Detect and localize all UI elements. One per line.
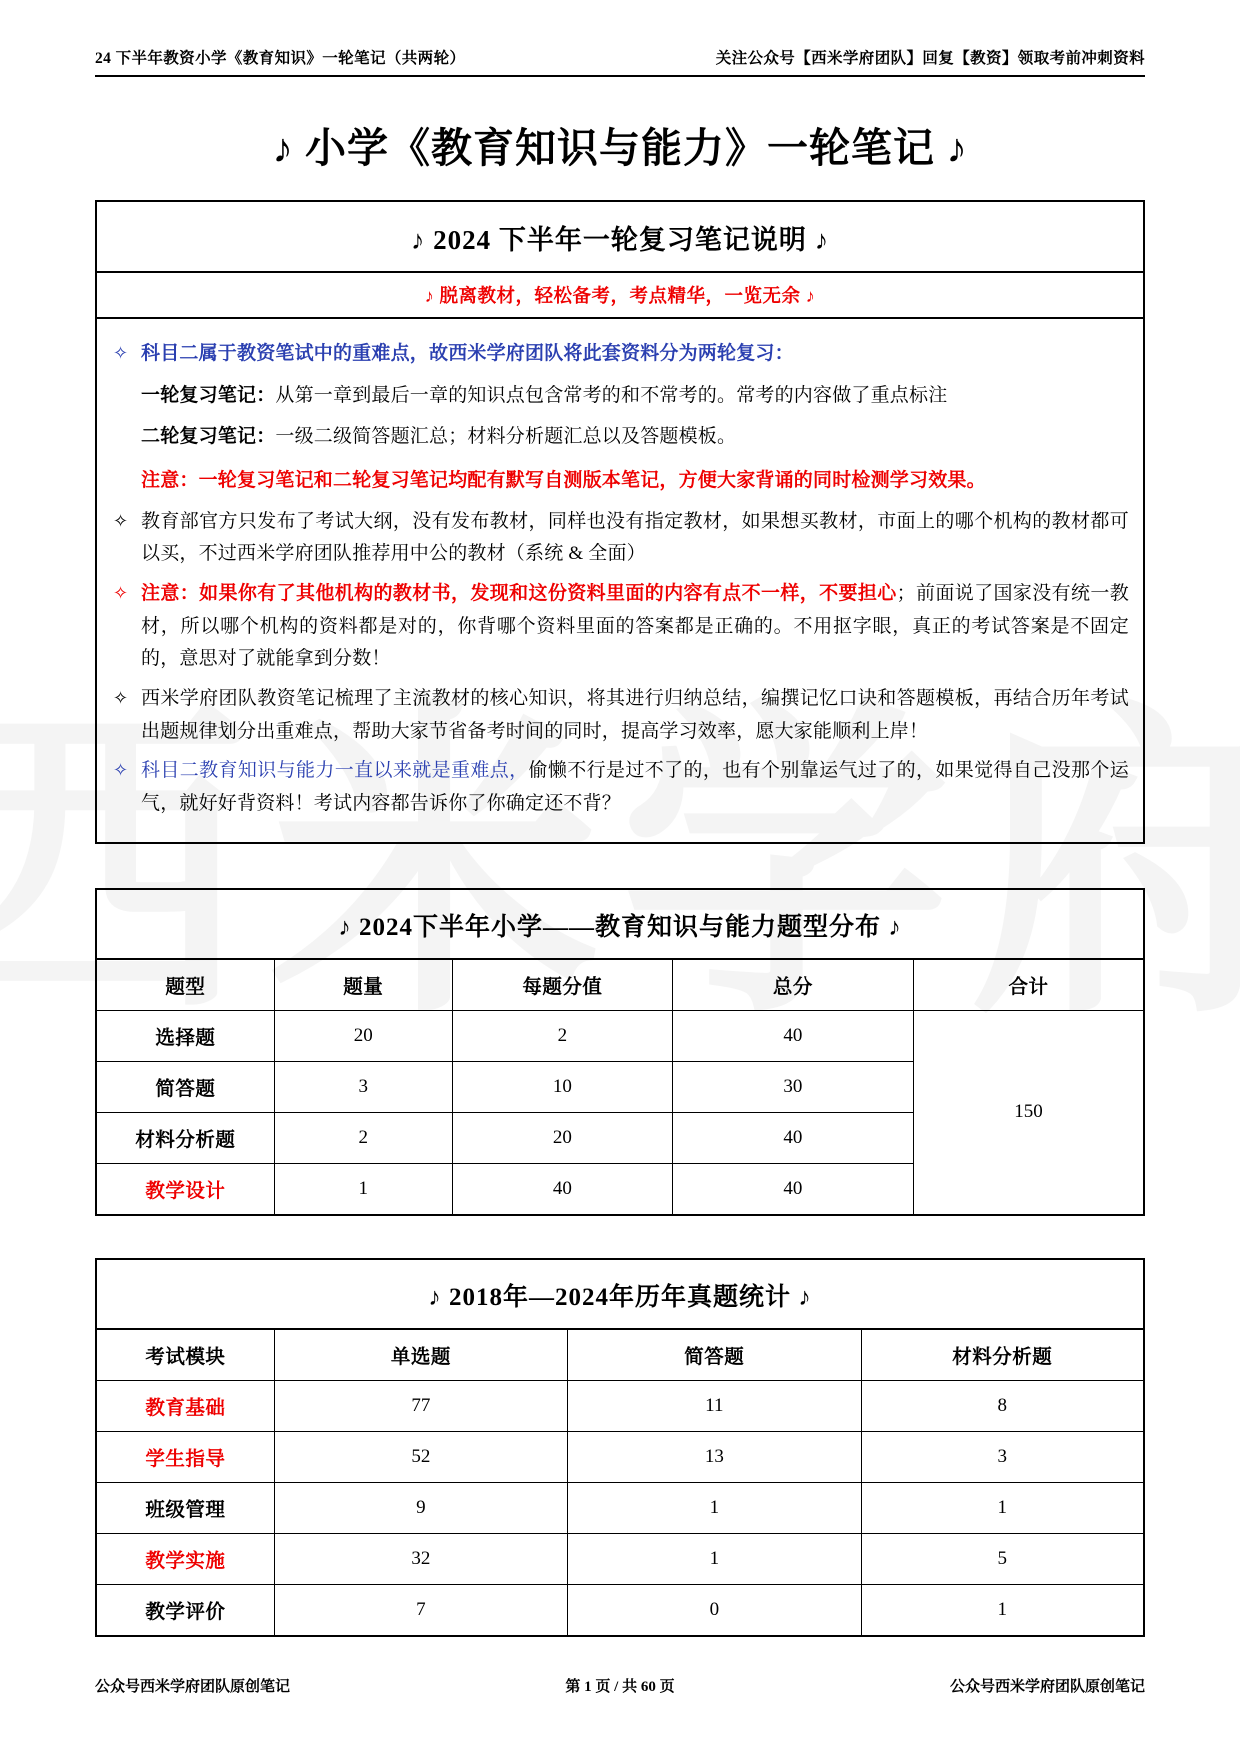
first-round-text: 从第一章到最后一章的知识点包含常考的和不常考的。常考的内容做了重点标注 bbox=[275, 384, 948, 406]
table2-cell-material: 1 bbox=[861, 1482, 1144, 1533]
footer-left: 公众号西米学府团队原创笔记 bbox=[95, 1679, 291, 1695]
bullet-3-text bbox=[141, 578, 1129, 676]
table1-col-header: 总分 bbox=[672, 959, 913, 1011]
table-row bbox=[96, 1482, 1144, 1533]
panel-body bbox=[97, 319, 1143, 842]
bullet-3-highlight: 注意：如果你有了其他机构的教材书，发现和这份资料里面的内容有点不一样，不要担心 bbox=[141, 583, 897, 605]
table2-row-label: 教学评价 bbox=[96, 1584, 274, 1636]
bullet-item-5 bbox=[111, 755, 1129, 820]
table1-cell-per: 20 bbox=[452, 1112, 672, 1163]
table-row bbox=[96, 1380, 1144, 1431]
table1-row-label: 教学设计 bbox=[96, 1163, 274, 1215]
first-round-label: 一轮复习笔记： bbox=[141, 384, 276, 406]
table2-caption: ♪ 2018年—2024年历年真题统计 ♪ bbox=[95, 1258, 1145, 1328]
table2-cell-material: 1 bbox=[861, 1584, 1144, 1636]
diamond-bullet-icon: ✧ bbox=[113, 583, 129, 604]
table2-cell-short: 11 bbox=[568, 1380, 861, 1431]
table1-cell-sum: 40 bbox=[672, 1112, 913, 1163]
running-header bbox=[95, 0, 1145, 77]
table1-col-header: 合计 bbox=[913, 959, 1144, 1011]
page-title: ♪ 小学《教育知识与能力》一轮笔记 ♪ bbox=[272, 125, 968, 171]
table2-cell-short: 0 bbox=[568, 1584, 861, 1636]
second-round-text: 一级二级简答题汇总；材料分析题汇总以及答题模板。 bbox=[275, 426, 737, 448]
attention-note-1: 注意：一轮复习笔记和二轮复习笔记均配有默写自测版本笔记，方便大家背诵的同时检测学习效果。 bbox=[141, 470, 986, 492]
bullet-2-text: 教育部官方只发布了考试大纲，没有发布教材，同样也没有指定教材，如果想买教材，市面上的哪个机构的教材都可以买，不过西米学府团队推荐用中公的教材（系统 & 全面） bbox=[141, 510, 1129, 565]
table1-cell-count: 2 bbox=[274, 1112, 452, 1163]
table1-cell-per: 10 bbox=[452, 1061, 672, 1112]
diamond-bullet-icon: ✧ bbox=[113, 688, 129, 709]
table2-header-row bbox=[96, 1329, 1144, 1381]
table2-cell-single: 7 bbox=[274, 1584, 567, 1636]
table2-cell-short: 13 bbox=[568, 1431, 861, 1482]
bullet-5-rest: 偷懒不行是过不了的，也有个别靠运气过了的，如果觉得自己没那个运气，就好好背资料！考试内容都告诉你了你确定还不背？ bbox=[141, 760, 1129, 815]
table2-row-label: 教学实施 bbox=[96, 1533, 274, 1584]
panel-title: ♪ 2024 下半年一轮复习笔记说明 ♪ bbox=[97, 202, 1143, 273]
table2-col-header: 简答题 bbox=[568, 1329, 861, 1381]
bullet-item-3 bbox=[111, 578, 1129, 676]
bullet-3-rest: ；前面说了国家没有统一教材，所以哪个机构的资料都是对的，你背哪个资料里面的答案都是正确的。不用抠字眼，真正的考试答案是不固定的，意思对了就能拿到分数！ bbox=[141, 583, 1129, 670]
notes-description-panel bbox=[95, 200, 1145, 844]
second-round-label: 二轮复习笔记： bbox=[141, 426, 276, 448]
table1-row-label: 简答题 bbox=[96, 1061, 274, 1112]
footer-right: 公众号西米学府团队原创笔记 bbox=[949, 1679, 1145, 1695]
diamond-bullet-icon: ✧ bbox=[113, 510, 129, 531]
bullet-item-2 bbox=[111, 506, 1129, 571]
table1-cell-per: 40 bbox=[452, 1163, 672, 1215]
table2-cell-single: 77 bbox=[274, 1380, 567, 1431]
bullet-5-highlight: 科目二教育知识与能力一直以来就是重难点， bbox=[141, 760, 529, 782]
bullet-item-4 bbox=[111, 683, 1129, 748]
second-round-line bbox=[141, 421, 1129, 454]
table2-cell-material: 8 bbox=[861, 1380, 1144, 1431]
table2-cell-material: 3 bbox=[861, 1431, 1144, 1482]
running-header-left: 24 下半年教资小学《教育知识》一轮笔记（共两轮） bbox=[95, 50, 466, 67]
bullet-4-text: 西米学府团队教资笔记梳理了主流教材的核心知识，将其进行归纳总结，编撰记忆口诀和答题模板，再结合历年考试出题规律划分出重难点，帮助大家节省备考时间的同时，提高学习效率，愿大家能顺利上岸！ bbox=[141, 688, 1129, 742]
table2-col-header: 考试模块 bbox=[96, 1329, 274, 1381]
table2-row-label: 学生指导 bbox=[96, 1431, 274, 1482]
question-type-distribution-table bbox=[95, 888, 1145, 1216]
table2-col-header: 材料分析题 bbox=[861, 1329, 1144, 1381]
table1-row-label: 选择题 bbox=[96, 1010, 274, 1061]
table1-caption: ♪ 2024下半年小学——教育知识与能力题型分布 ♪ bbox=[95, 888, 1145, 958]
table1-cell-count: 20 bbox=[274, 1010, 452, 1061]
bullet-5-text bbox=[141, 755, 1129, 820]
table2-cell-single: 32 bbox=[274, 1533, 567, 1584]
table-row bbox=[96, 1010, 1144, 1061]
table1-cell-count: 1 bbox=[274, 1163, 452, 1215]
table2-row-label: 教育基础 bbox=[96, 1380, 274, 1431]
panel-subtitle: ♪ 脱离教材，轻松备考，考点精华，一览无余 ♪ bbox=[97, 273, 1143, 319]
table1-cell-per: 2 bbox=[452, 1010, 672, 1061]
table2-row-label: 班级管理 bbox=[96, 1482, 274, 1533]
running-header-right: 关注公众号【西米学府团队】回复【教资】领取考前冲刺资料 bbox=[715, 50, 1145, 67]
table2-cell-single: 9 bbox=[274, 1482, 567, 1533]
bullet-item-1 bbox=[111, 338, 1129, 371]
table1-cell-count: 3 bbox=[274, 1061, 452, 1112]
table1-grand-total: 150 bbox=[913, 1010, 1144, 1215]
bullet-1-text: 科目二属于教资笔试中的重难点，故西米学府团队将此套资料分为两轮复习： bbox=[141, 343, 794, 364]
diamond-bullet-icon: ✧ bbox=[113, 343, 129, 363]
table2-cell-material: 5 bbox=[861, 1533, 1144, 1584]
page-footer bbox=[0, 1675, 1240, 1696]
table1-row-label: 材料分析题 bbox=[96, 1112, 274, 1163]
table1-cell-sum: 40 bbox=[672, 1010, 913, 1061]
table1-cell-sum: 40 bbox=[672, 1163, 913, 1215]
table2-cell-short: 1 bbox=[568, 1482, 861, 1533]
table2-col-header: 单选题 bbox=[274, 1329, 567, 1381]
table1-col-header: 每题分值 bbox=[452, 959, 672, 1011]
table-row bbox=[96, 1533, 1144, 1584]
table1-col-header: 题型 bbox=[96, 959, 274, 1011]
table1-header-row bbox=[96, 959, 1144, 1011]
diamond-bullet-icon: ✧ bbox=[113, 760, 129, 781]
table2-cell-short: 1 bbox=[568, 1533, 861, 1584]
table1-cell-sum: 30 bbox=[672, 1061, 913, 1112]
footer-page-number: 第 1 页 / 共 60 页 bbox=[565, 1679, 675, 1695]
historical-exam-statistics-table bbox=[95, 1258, 1145, 1637]
table-row bbox=[96, 1431, 1144, 1482]
table1-col-header: 题量 bbox=[274, 959, 452, 1011]
table2-cell-single: 52 bbox=[274, 1431, 567, 1482]
first-round-line bbox=[141, 380, 1129, 413]
table-row bbox=[96, 1584, 1144, 1636]
